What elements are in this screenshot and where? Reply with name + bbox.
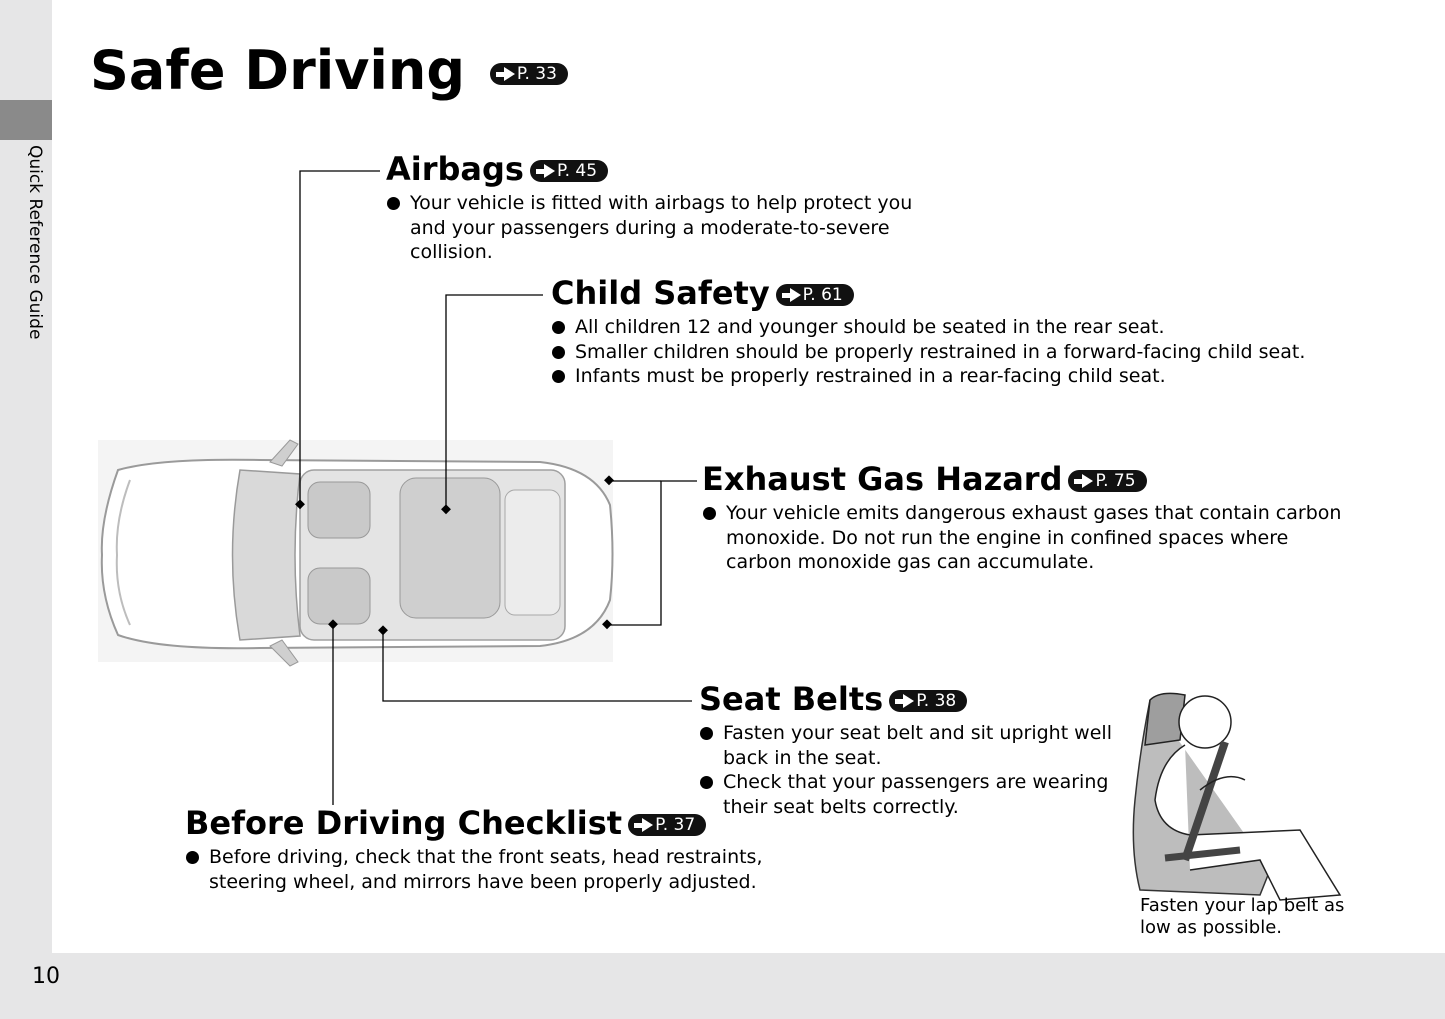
list-item: Smaller children should be properly restrained in a forward-facing child seat. xyxy=(551,340,1305,365)
airbags-bullet-list xyxy=(386,191,950,265)
airbags-heading: Airbags P. 45 xyxy=(386,152,950,187)
page-reference-arrow-icon xyxy=(790,288,801,302)
seatbelt-person-illustration xyxy=(1133,693,1340,900)
list-item: Infants must be properly restrained in a rear-facing child seat. xyxy=(551,364,1305,389)
before-driving-checklist-heading: Before Driving Checklist P. 37 xyxy=(185,806,769,841)
page-reference-arrow-icon xyxy=(544,164,555,178)
exhaust-gas-page-reference[interactable]: P. 75 xyxy=(1068,470,1146,492)
seat-belts-section xyxy=(699,682,1123,819)
page-reference-arrow-icon xyxy=(903,694,914,708)
list-item: Check that your passengers are wearing their seat belts correctly. xyxy=(699,770,1123,819)
illustration-caption: Fasten your lap belt as low as possible. xyxy=(1140,895,1345,938)
airbags-page-reference[interactable]: P. 45 xyxy=(530,160,608,182)
child-safety-page-reference[interactable]: P. 61 xyxy=(776,284,854,306)
child-safety-heading: Child Safety P. 61 xyxy=(551,276,1305,311)
page-reference-arrow-icon xyxy=(642,818,653,832)
list-item: All children 12 and younger should be seated in the rear seat. xyxy=(551,315,1305,340)
exhaust-gas-heading: Exhaust Gas Hazard P. 75 xyxy=(702,462,1346,497)
list-item: Your vehicle emits dangerous exhaust gases that contain carbon monoxide. Do not run the engine in confined spaces where carbon monoxide gas can accumulate. xyxy=(702,501,1346,575)
car-top-view-illustration xyxy=(98,440,613,666)
list-item: Before driving, check that the front seats, head restraints, steering wheel, and mirrors have been properly adjusted. xyxy=(185,845,769,894)
seat-belts-page-reference[interactable]: P. 38 xyxy=(889,690,967,712)
airbags-section xyxy=(386,152,950,265)
page-title-text: Safe Driving xyxy=(90,39,466,102)
child-safety-bullet-list xyxy=(551,315,1305,389)
exhaust-gas-bullet-list xyxy=(702,501,1346,575)
child-safety-section xyxy=(551,276,1305,389)
page-reference-arrow-icon xyxy=(1082,474,1093,488)
page-number: 10 xyxy=(32,964,60,989)
list-item: Your vehicle is fitted with airbags to help protect you and your passengers during a moderate-to-severe collision. xyxy=(386,191,950,265)
before-driving-checklist-page-reference[interactable]: P. 37 xyxy=(628,814,706,836)
seat-belts-heading: Seat Belts P. 38 xyxy=(699,682,1123,717)
exhaust-gas-section xyxy=(702,462,1346,575)
seat-belts-bullet-list xyxy=(699,721,1123,819)
list-item: Fasten your seat belt and sit upright well back in the seat. xyxy=(699,721,1123,770)
sidebar-label: Quick Reference Guide xyxy=(25,145,45,340)
exhaust-leader-line xyxy=(607,481,697,625)
page-reference-badge[interactable]: P. 33 xyxy=(490,63,568,85)
before-driving-checklist-bullet-list xyxy=(185,845,769,894)
before-driving-checklist-section xyxy=(185,806,769,894)
